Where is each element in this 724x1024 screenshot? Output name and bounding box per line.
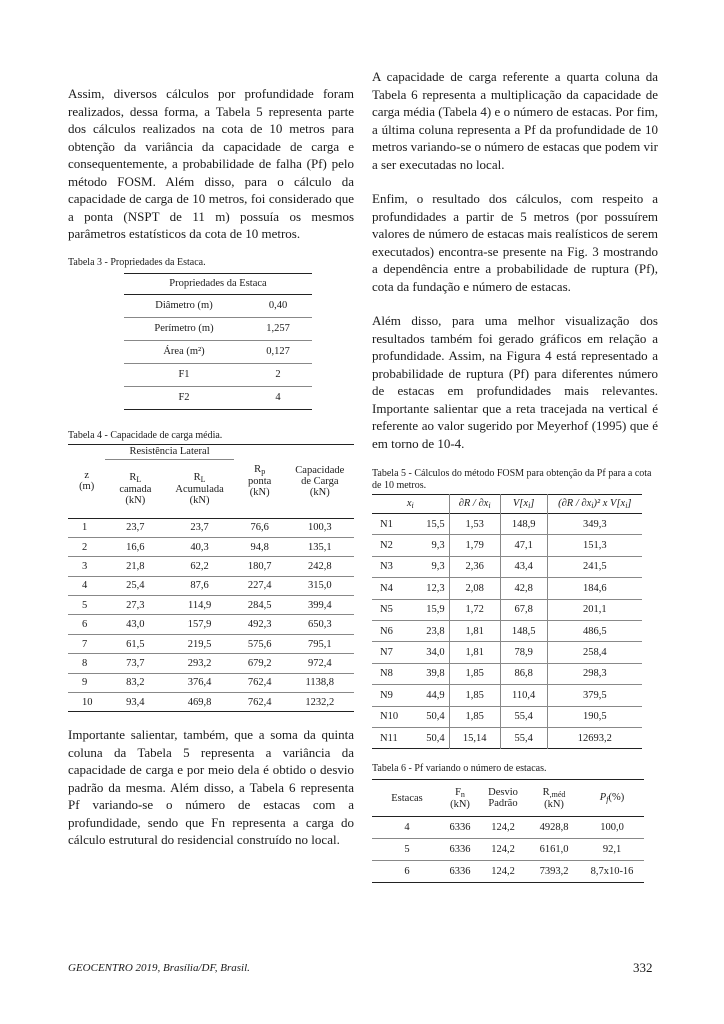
table4-cell: 1 (82, 522, 88, 534)
table5-cell: N5 (380, 604, 393, 616)
table3-label: Perímetro (m) (154, 323, 214, 334)
table6-cell: 124,2 (491, 844, 515, 856)
table4-cell: 2 (82, 541, 88, 553)
table5-cell: 67,8 (500, 599, 547, 620)
table4-cell: 73,7 (126, 657, 145, 669)
table5-cell: 34,0 (426, 647, 445, 659)
table6-caption: Tabela 6 - Pf variando o número de estacas. (372, 763, 547, 775)
table5-cell: 12,3 (426, 582, 445, 594)
table5-cell: 1,85 (449, 685, 500, 706)
table-row (372, 727, 642, 748)
page-number: 332 (633, 960, 653, 975)
table4-cell: 40,3 (190, 541, 209, 553)
table5-cell: 9,3 (431, 561, 445, 573)
table4-cell: 242,8 (307, 560, 332, 572)
table5-cell: 1,72 (449, 599, 500, 620)
table4-cell: 5 (82, 599, 88, 611)
table4-cell: 762,4 (247, 696, 272, 708)
table5-cell: 44,9 (426, 689, 445, 701)
table5-cell: N1 (380, 518, 393, 530)
t6-header-pf: $P_f(\%)$ (599, 792, 625, 805)
table4-cell: 219,5 (187, 638, 212, 650)
table-row (68, 634, 354, 653)
table4-cell: 575,6 (247, 638, 272, 650)
table5-cell: N8 (380, 668, 393, 680)
table4-cell: 21,8 (126, 560, 145, 572)
table-row (372, 861, 644, 883)
table6-cell: 100,0 (600, 822, 624, 834)
table4-cell: 10 (82, 696, 93, 708)
table-row (68, 673, 354, 692)
table4-cell: 1232,2 (305, 696, 335, 708)
table3-value: 2 (275, 369, 281, 380)
table6-cell: 4928,8 (539, 822, 569, 834)
table5 (372, 494, 642, 749)
table5-cell: 241,5 (547, 556, 642, 577)
t5-header-var: $V[x_i]$ (500, 495, 547, 514)
table4-cell: 16,6 (126, 541, 145, 553)
table3 (124, 273, 312, 410)
t6-header-rmed: $R_{,méd}$ (kN) (542, 786, 566, 810)
t6-header-fn: $F_n$ (kN) (450, 786, 470, 810)
t6-header-estacas: Estacas (391, 792, 423, 804)
table5-cell: 151,3 (547, 535, 642, 556)
table3-header: Propriedades da Estaca (124, 273, 312, 294)
table4-cell: 227,4 (247, 580, 272, 592)
table5-cell: 9,3 (431, 540, 445, 552)
table4-cell: 94,8 (250, 541, 269, 553)
table4-cell: 376,4 (187, 677, 212, 689)
table4-cell: 83,2 (126, 677, 145, 689)
table4-cell: 469,8 (187, 696, 212, 708)
table5-cell: 50,4 (426, 732, 445, 744)
table4-cell: 87,6 (190, 580, 209, 592)
table-row (372, 620, 642, 641)
table5-cell: 379,5 (547, 685, 642, 706)
table5-cell: 15,9 (426, 604, 445, 616)
table3-value: 0,127 (266, 346, 290, 357)
table5-cell: 190,5 (547, 706, 642, 727)
table6-cell: 92,1 (602, 844, 622, 856)
table6-cell: 6161,0 (539, 844, 569, 856)
table5-cell: 258,4 (547, 642, 642, 663)
table5-cell: 1,85 (449, 706, 500, 727)
table-row (124, 386, 312, 409)
right-paragraph-3: Além disso, para uma melhor visualização dos resultados também foi gerado gráficos em relação a profundidade. Assim, na Figura 4 está representado a probabilidade de ruptura (Pf) para diferentes número de estacas em profundidades mais relevantes. Importante salientar que a reta tracejada na vertical é referente ao valor sugerido por Meyerhof (1995) que é em torno de 10-4. (372, 313, 658, 451)
table5-cell: 148,5 (500, 620, 547, 641)
table6-cell: 5 (404, 844, 410, 856)
table5-cell: 2,08 (449, 578, 500, 599)
table-row (68, 654, 354, 673)
table4-cell: 6 (82, 619, 88, 631)
table3-caption: Tabela 3 - Propriedades da Estaca. (68, 256, 206, 268)
table4-cell: 23,7 (190, 522, 209, 534)
table4-cell: 25,4 (126, 580, 145, 592)
table4-cell: 76,6 (250, 522, 269, 534)
table6-cell: 124,2 (491, 822, 515, 834)
table4-cell: 9 (82, 677, 88, 689)
left-column (68, 85, 354, 849)
table5-cell: 78,9 (500, 642, 547, 663)
footer: GEOCENTRO 2019, Brasília/DF, Brasil. (68, 962, 250, 974)
table6-cell: 6 (404, 866, 410, 878)
table-row (68, 518, 354, 537)
table4-cell: 8 (82, 657, 88, 669)
table5-cell: N3 (380, 561, 393, 573)
table5-cell: 1,81 (449, 642, 500, 663)
table-row (124, 294, 312, 317)
table4-cell: 762,4 (247, 677, 272, 689)
table3-label: Área (m²) (163, 346, 205, 357)
table4-cell: 650,3 (307, 619, 332, 631)
table5-cell: N9 (380, 689, 393, 701)
t5-header-xi: $x_i$ (406, 498, 414, 510)
table5-cell: 148,9 (500, 514, 547, 535)
table-row (372, 514, 642, 535)
t4-header-rp: $R_p$ ponta (kN) (248, 464, 272, 498)
table5-cell: 15,5 (426, 518, 445, 530)
table-row (372, 839, 644, 861)
table5-cell: 349,3 (547, 514, 642, 535)
table-row (372, 599, 642, 620)
table4-cell: 284,5 (247, 599, 272, 611)
table5-cell: N10 (380, 711, 399, 723)
table-row (372, 706, 642, 727)
table-row (68, 557, 354, 576)
table5-cell: 43,4 (500, 556, 547, 577)
table-row (68, 537, 354, 556)
table4-cell: 492,3 (247, 619, 272, 631)
table4-cell: 4 (82, 580, 88, 592)
table-row (124, 317, 312, 340)
table4-cell: 61,5 (126, 638, 145, 650)
table-row (68, 576, 354, 595)
right-paragraph-1: A capacidade de carga referente a quarta coluna da Tabela 6 representa a multiplicação da capacidade de carga média (Tabela 4) e o número de estacas. Por fim, a última coluna representa a Pf da profundidade de 10 metros variando-se o número de estacas que podem vir a ser executadas no local. (372, 69, 658, 172)
table3-label: F1 (178, 369, 190, 380)
table5-cell: N11 (380, 732, 398, 744)
table5-cell: 298,3 (547, 663, 642, 684)
table4-cell: 135,1 (307, 541, 332, 553)
t4-group-header: Resistência Lateral (105, 444, 233, 459)
t4-header-cap: Capacidade de Carga (kN) (295, 464, 345, 498)
table4-cell: 100,3 (307, 522, 332, 534)
table4-cell: 114,9 (187, 599, 212, 611)
table5-cell: 12693,2 (547, 727, 642, 748)
table5-cell: 86,8 (500, 663, 547, 684)
table5-cell: 55,4 (500, 727, 547, 748)
table-row (68, 596, 354, 615)
table-row (372, 685, 642, 706)
t4-header-rl-acum: $R_L$ Acumulada (kN) (175, 471, 224, 506)
table6-cell: 6336 (449, 822, 471, 834)
table5-cell: 2,36 (449, 556, 500, 577)
table-row (372, 556, 642, 577)
table5-cell: 184,6 (547, 578, 642, 599)
table6-cell: 6336 (449, 844, 471, 856)
right-paragraph-2: Enfim, o resultado dos cálculos, com respeito a profundidades a partir de 5 metros (por possuírem valores de número de estacas mais realísticos de serem executados) encontra-se presente na Fig. 3 mostrando a dependência entre a probabilidade de ruptura (Pf), cota da fundação e número de estacas. (372, 191, 658, 294)
table5-cell: 23,8 (426, 625, 445, 637)
left-paragraph-2: Importante salientar, também, que a soma da quinta coluna da Tabela 5 representa a variância da capacidade de carga e por meio dela é obtido o desvio padrão da mesma. Além disso, a Tabela 6 representa Pf variando-se o número de estacas com a profundidade, sendo que Fn representa a carga do cálculo estrutural do residencial construído no local. (68, 727, 354, 848)
left-paragraph-1: Assim, diversos cálculos por profundidade foram realizados, dessa forma, a Tabela 5 representa parte dos cálculos realizados na cota de 10 metros para obtenção da variância da capacidade de carga e consequentemente, a probabilidade de falha (Pf) pelo método FOSM. Além disso, para o cálculo da capacidade de carga de 10 metros, foi considerado que a ponta (NSPT de 11 m) possuía os mesmos parâmetros estatísticos da cota de 10 metros. (68, 86, 354, 241)
table4-cell: 1138,8 (305, 677, 335, 689)
table4-cell: 315,0 (307, 580, 332, 592)
table5-cell: 39,8 (426, 668, 445, 680)
table5-cell: 42,8 (500, 578, 547, 599)
table-row (372, 535, 642, 556)
table-row (124, 363, 312, 386)
t4-header-z: z (m) (79, 470, 95, 492)
table4-cell: 399,4 (307, 599, 332, 611)
t4-header-rl-camada: $R_L$ camada (kN) (119, 471, 152, 506)
table4-cell: 972,4 (307, 657, 332, 669)
table5-cell: 15,14 (449, 727, 500, 748)
table5-cell: 486,5 (547, 620, 642, 641)
table3-label: F2 (178, 392, 190, 403)
table-row (372, 642, 642, 663)
table4-cell: 3 (82, 560, 88, 572)
table5-cell: 55,4 (500, 706, 547, 727)
table5-cell: 1,79 (449, 535, 500, 556)
table4-cell: 62,2 (190, 560, 209, 572)
table6-cell: 7393,2 (539, 866, 569, 878)
table5-cell: 47,1 (500, 535, 547, 556)
table5-cell: 1,81 (449, 620, 500, 641)
table3-value: 1,257 (266, 323, 290, 334)
table4-cell: 23,7 (126, 522, 145, 534)
table-row (68, 693, 354, 712)
table4-cell: 180,7 (247, 560, 272, 572)
table4-cell: 293,2 (187, 657, 212, 669)
table4 (68, 444, 354, 713)
table-row (124, 340, 312, 363)
table4-caption: Tabela 4 - Capacidade de carga média. (68, 429, 223, 441)
table6-cell: 4 (404, 822, 410, 834)
table5-cell: 50,4 (426, 711, 445, 723)
table5-cell: N4 (380, 582, 393, 594)
table6-cell: 124,2 (491, 866, 515, 878)
table3-label: Diâmetro (m) (155, 300, 213, 311)
table4-cell: 795,1 (307, 638, 332, 650)
table4-cell: 27,3 (126, 599, 145, 611)
table6-cell: 6336 (449, 866, 471, 878)
table6-cell: 8,7x10-16 (590, 866, 634, 878)
table5-cell: 201,1 (547, 599, 642, 620)
table-row (372, 578, 642, 599)
t5-header-product: $(\partial R / \partial x_i)^2$ x $V[x_i]$ (547, 495, 642, 514)
table6 (372, 779, 644, 883)
table-row (68, 615, 354, 634)
table5-cell: 1,85 (449, 663, 500, 684)
table4-cell: 157,9 (187, 619, 212, 631)
table5-cell: N7 (380, 647, 393, 659)
table5-caption: Tabela 5 - Cálculos do método FOSM para obtenção da Pf para a cota de 10 metros. (372, 468, 652, 491)
t5-header-deriv: $\partial R / \partial x_i$ (449, 495, 500, 514)
table3-value: 4 (275, 392, 281, 403)
table-row (372, 817, 644, 839)
table5-cell: N6 (380, 625, 393, 637)
table4-cell: 43,0 (126, 619, 145, 631)
table5-cell: N2 (380, 540, 393, 552)
table4-cell: 7 (82, 638, 88, 650)
t6-header-desvio: Desvio Padrão (488, 787, 518, 810)
table-row (372, 663, 642, 684)
table4-cell: 679,2 (247, 657, 272, 669)
right-column (372, 68, 658, 883)
table3-value: 0,40 (268, 300, 288, 311)
table5-cell: 1,53 (449, 514, 500, 535)
table5-cell: 110,4 (500, 685, 547, 706)
table4-cell: 93,4 (126, 696, 145, 708)
